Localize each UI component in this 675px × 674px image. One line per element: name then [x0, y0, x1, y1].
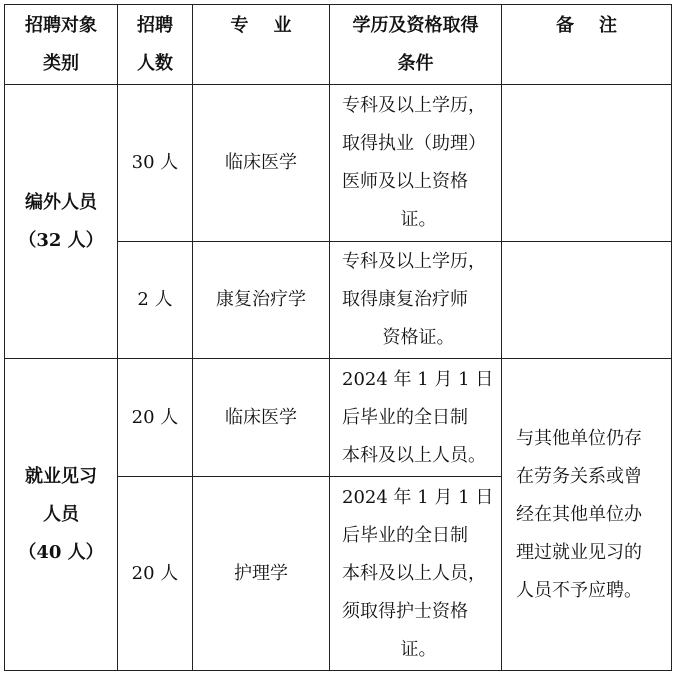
condition-cell [330, 477, 502, 671]
condition-line: 后毕业的全日制 [342, 524, 468, 546]
condition-line: 须取得护士资格 [342, 600, 468, 622]
remark-line: 在劳务关系或曾 [516, 465, 642, 487]
condition-line: 取得执业（助理） [342, 133, 486, 154]
recruitment-table-container [4, 4, 671, 670]
header-category [5, 5, 118, 85]
header-major: 专 业 [193, 5, 330, 85]
condition-line: 本科及以上人员， [342, 562, 486, 584]
remark-cell [502, 242, 672, 359]
category-line1: 就业见习 [25, 465, 97, 487]
category-line2: 人员 [43, 503, 79, 525]
condition-cell [330, 359, 502, 477]
recruitment-table [4, 4, 672, 671]
condition-line: 证。 [400, 638, 437, 660]
header-condition-line1: 学历及资格取得 [352, 15, 479, 36]
count-cell: 20 人 [118, 477, 193, 671]
category-line3: （40 人） [18, 541, 104, 563]
count-cell: 20 人 [118, 359, 193, 477]
condition-line: 医师及以上资格 [342, 171, 468, 192]
table-header-row [5, 5, 672, 85]
condition-line: 2024 年 1 月 1 日 [342, 486, 494, 508]
header-count-line2: 人数 [137, 53, 173, 74]
condition-line: 后毕业的全日制 [342, 406, 468, 428]
remark-cell [502, 85, 672, 242]
remark-line: 人员不予应聘。 [516, 579, 642, 601]
major-cell: 临床医学 [193, 85, 330, 242]
condition-line: 专科及以上学历， [342, 95, 486, 116]
remark-cell-internship [502, 359, 672, 671]
table-row [5, 359, 672, 477]
count-cell: 30 人 [118, 85, 193, 242]
condition-line: 取得康复治疗师 [342, 289, 468, 310]
major-cell: 康复治疗学 [193, 242, 330, 359]
header-remark: 备 注 [502, 5, 672, 85]
category-line2: （32 人） [18, 229, 104, 251]
header-count [118, 5, 193, 85]
header-category-line2: 类别 [43, 53, 79, 74]
condition-line: 证。 [400, 209, 437, 230]
remark-line: 经在其他单位办 [516, 503, 642, 525]
condition-line: 本科及以上人员。 [342, 444, 486, 466]
category-cell-internship [5, 359, 118, 671]
condition-cell [330, 85, 502, 242]
condition-cell [330, 242, 502, 359]
condition-line: 资格证。 [382, 327, 455, 348]
major-cell: 护理学 [193, 477, 330, 671]
category-line1: 编外人员 [25, 191, 97, 213]
table-row [5, 85, 672, 242]
header-category-line1: 招聘对象 [25, 15, 97, 36]
condition-line: 专科及以上学历， [342, 251, 486, 272]
header-condition-line2: 条件 [397, 53, 434, 74]
major-cell: 临床医学 [193, 359, 330, 477]
condition-line: 2024 年 1 月 1 日 [342, 368, 494, 390]
remark-line: 理过就业见习的 [516, 541, 642, 563]
header-count-line1: 招聘 [137, 15, 173, 36]
count-cell: 2 人 [118, 242, 193, 359]
category-cell-contract [5, 85, 118, 359]
header-condition [330, 5, 502, 85]
remark-line: 与其他单位仍存 [516, 427, 642, 449]
